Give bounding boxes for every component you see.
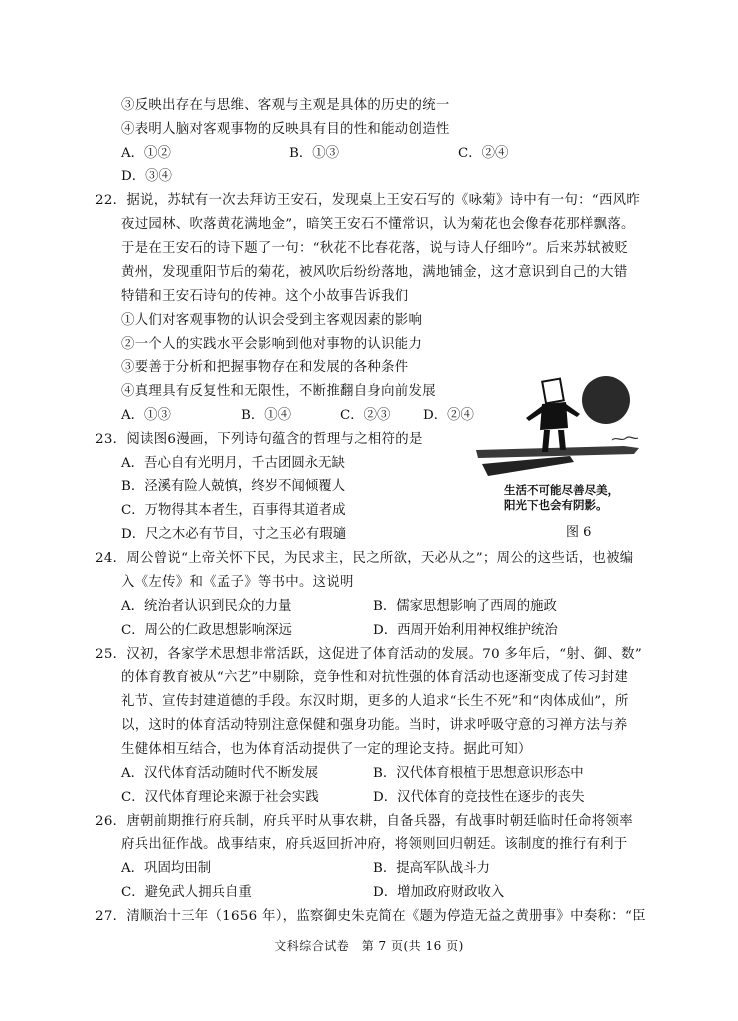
q21-option-b: B．①③ <box>289 146 340 161</box>
q27-stem-line-1: 27．清顺治十三年（1656 年），监察御史朱克简在《题为停造无益之黄册事》中奏称：“臣 <box>95 909 646 924</box>
q26-option-a: A．巩固均田制 <box>121 861 212 876</box>
q25-option-a: A．汉代体育活动随时代不断发展 <box>121 766 319 781</box>
q25-stem-line-3: 礼节、宣传封建道德的手段。东汉时期，更多的人追求“长生不死”和“肉体成仙”，所 <box>121 694 629 709</box>
q22-item-2: ②一个人的实践水平会影响到他对事物的认识能力 <box>121 337 423 352</box>
q22-option-d: D．②④ <box>423 408 474 423</box>
q22-item-1: ①人们对客观事物的认识会受到主客观因素的影响 <box>121 313 423 328</box>
q26-option-b: B．提高军队战斗力 <box>373 861 490 876</box>
figure-6-cartoon <box>474 372 644 512</box>
q21-item-3: ③反映出存在与思维、客观与主观是具体的历史的统一 <box>121 98 450 113</box>
q22-stem-line-2: 夜过园林、吹落黄花满地金”，暗笑王安石不懂常识，认为菊花也会像春花那样飘落。 <box>121 217 635 232</box>
q25-option-c: C．汉代体育理论来源于社会实践 <box>121 790 319 805</box>
q26-option-c: C．避免武人拥兵自重 <box>121 885 252 900</box>
q25-stem-line-4: 以，这时的体育活动特别注意保健和强身功能。当时，讲求呼吸守意的习禅方法与养 <box>121 718 628 733</box>
q22-item-4: ④真理具有反复性和无限性，不断推翻自身向前发展 <box>121 384 436 399</box>
figure-6-caption: 图 6 <box>566 525 592 540</box>
q26-stem-line-1: 26．唐朝前期推行府兵制，府兵平时从事农耕，自备兵器，有战事时朝廷临时任命将领率 <box>95 814 633 829</box>
q24-option-a: A．统治者认识到民众的力量 <box>121 599 292 614</box>
q24-option-c: C．周公的仁政思想影响深远 <box>121 623 292 638</box>
q23-option-c: C．万物得其本者生，百事得其道者成 <box>121 503 346 518</box>
q22-option-c: C．②③ <box>340 408 391 423</box>
q22-option-b: B．①④ <box>241 408 292 423</box>
cartoon-text-line-2: 阳光下也会有阴影。 <box>504 498 608 512</box>
q22-stem-line-1: 22．据说，苏轼有一次去拜访王安石，发现桌上王安石写的《咏菊》诗中有一句：“西风昨 <box>95 193 641 208</box>
q22-stem-line-3: 于是在王安石的诗下题了一句：“秋花不比春花落，说与诗人仔细吟”。后来苏轼被贬 <box>121 241 629 256</box>
q22-stem-line-4: 黄州，发现重阳节后的菊花，被风吹后纷纷落地，满地铺金，这才意识到自己的大错 <box>121 265 628 280</box>
q24-option-d: D．西周开始利用神权维护统治 <box>373 623 558 638</box>
q26-option-d: D．增加政府财政收入 <box>373 885 505 900</box>
q23-stem: 23．阅读图6漫画，下列诗句蕴含的哲理与之相符的是 <box>95 432 423 447</box>
q25-option-b: B．汉代体育根植于思想意识形态中 <box>373 766 584 781</box>
q21-option-d: D．③④ <box>121 169 172 184</box>
q21-option-a: A．①② <box>121 146 171 161</box>
q25-stem-line-1: 25．汉初，各家学术思想非常活跃，这促进了体育活动的发展。70 多年后，“射、御、数” <box>95 647 642 662</box>
q23-option-b: B．泾溪有险人兢慎，终岁不闻倾覆人 <box>121 479 346 494</box>
q21-item-4: ④表明人脑对客观事物的反映具有目的性和能动创造性 <box>121 122 450 137</box>
q25-stem-line-2: 的体育教育被从“六艺”中剔除，竞争性和对抗性强的体育活动也逐渐变成了传习封建 <box>121 670 629 685</box>
q21-option-c: C．②④ <box>458 146 509 161</box>
cartoon-text-line-1: 生活不可能尽善尽美， <box>504 483 619 497</box>
page-footer: 文科综合试卷 第 7 页(共 16 页) <box>274 939 464 953</box>
q24-stem-line-2: 入《左传》和《孟子》等书中。这说明 <box>121 575 354 590</box>
q22-option-a: A．①③ <box>121 408 171 423</box>
q25-option-d: D．汉代体育的竞技性在逐步的丧失 <box>373 790 585 805</box>
q24-option-b: B．儒家思想影响了西周的施政 <box>373 599 557 614</box>
q24-stem-line-1: 24．周公曾说“上帝关怀下民，为民求主，民之所欲，天必从之”；周公的这些话，也被编 <box>95 551 634 566</box>
q25-stem-line-5: 生健体相互结合，也为体育活动提供了一定的理论支持。据此可知） <box>121 742 532 757</box>
q23-option-d: D．尺之木必有节目，寸之玉必有瑕瓋 <box>121 527 346 542</box>
q26-stem-line-2: 府兵出征作战。战事结束，府兵返回折冲府，将领则回归朝廷。该制度的推行有利于 <box>121 837 628 852</box>
q23-option-a: A．吾心自有光明月，千古团圆永无缺 <box>121 456 345 471</box>
q22-stem-line-5: 特错和王安石诗句的传神。这个小故事告诉我们 <box>121 289 409 304</box>
q22-item-3: ③要善于分析和把握事物存在和发展的各种条件 <box>121 360 409 375</box>
